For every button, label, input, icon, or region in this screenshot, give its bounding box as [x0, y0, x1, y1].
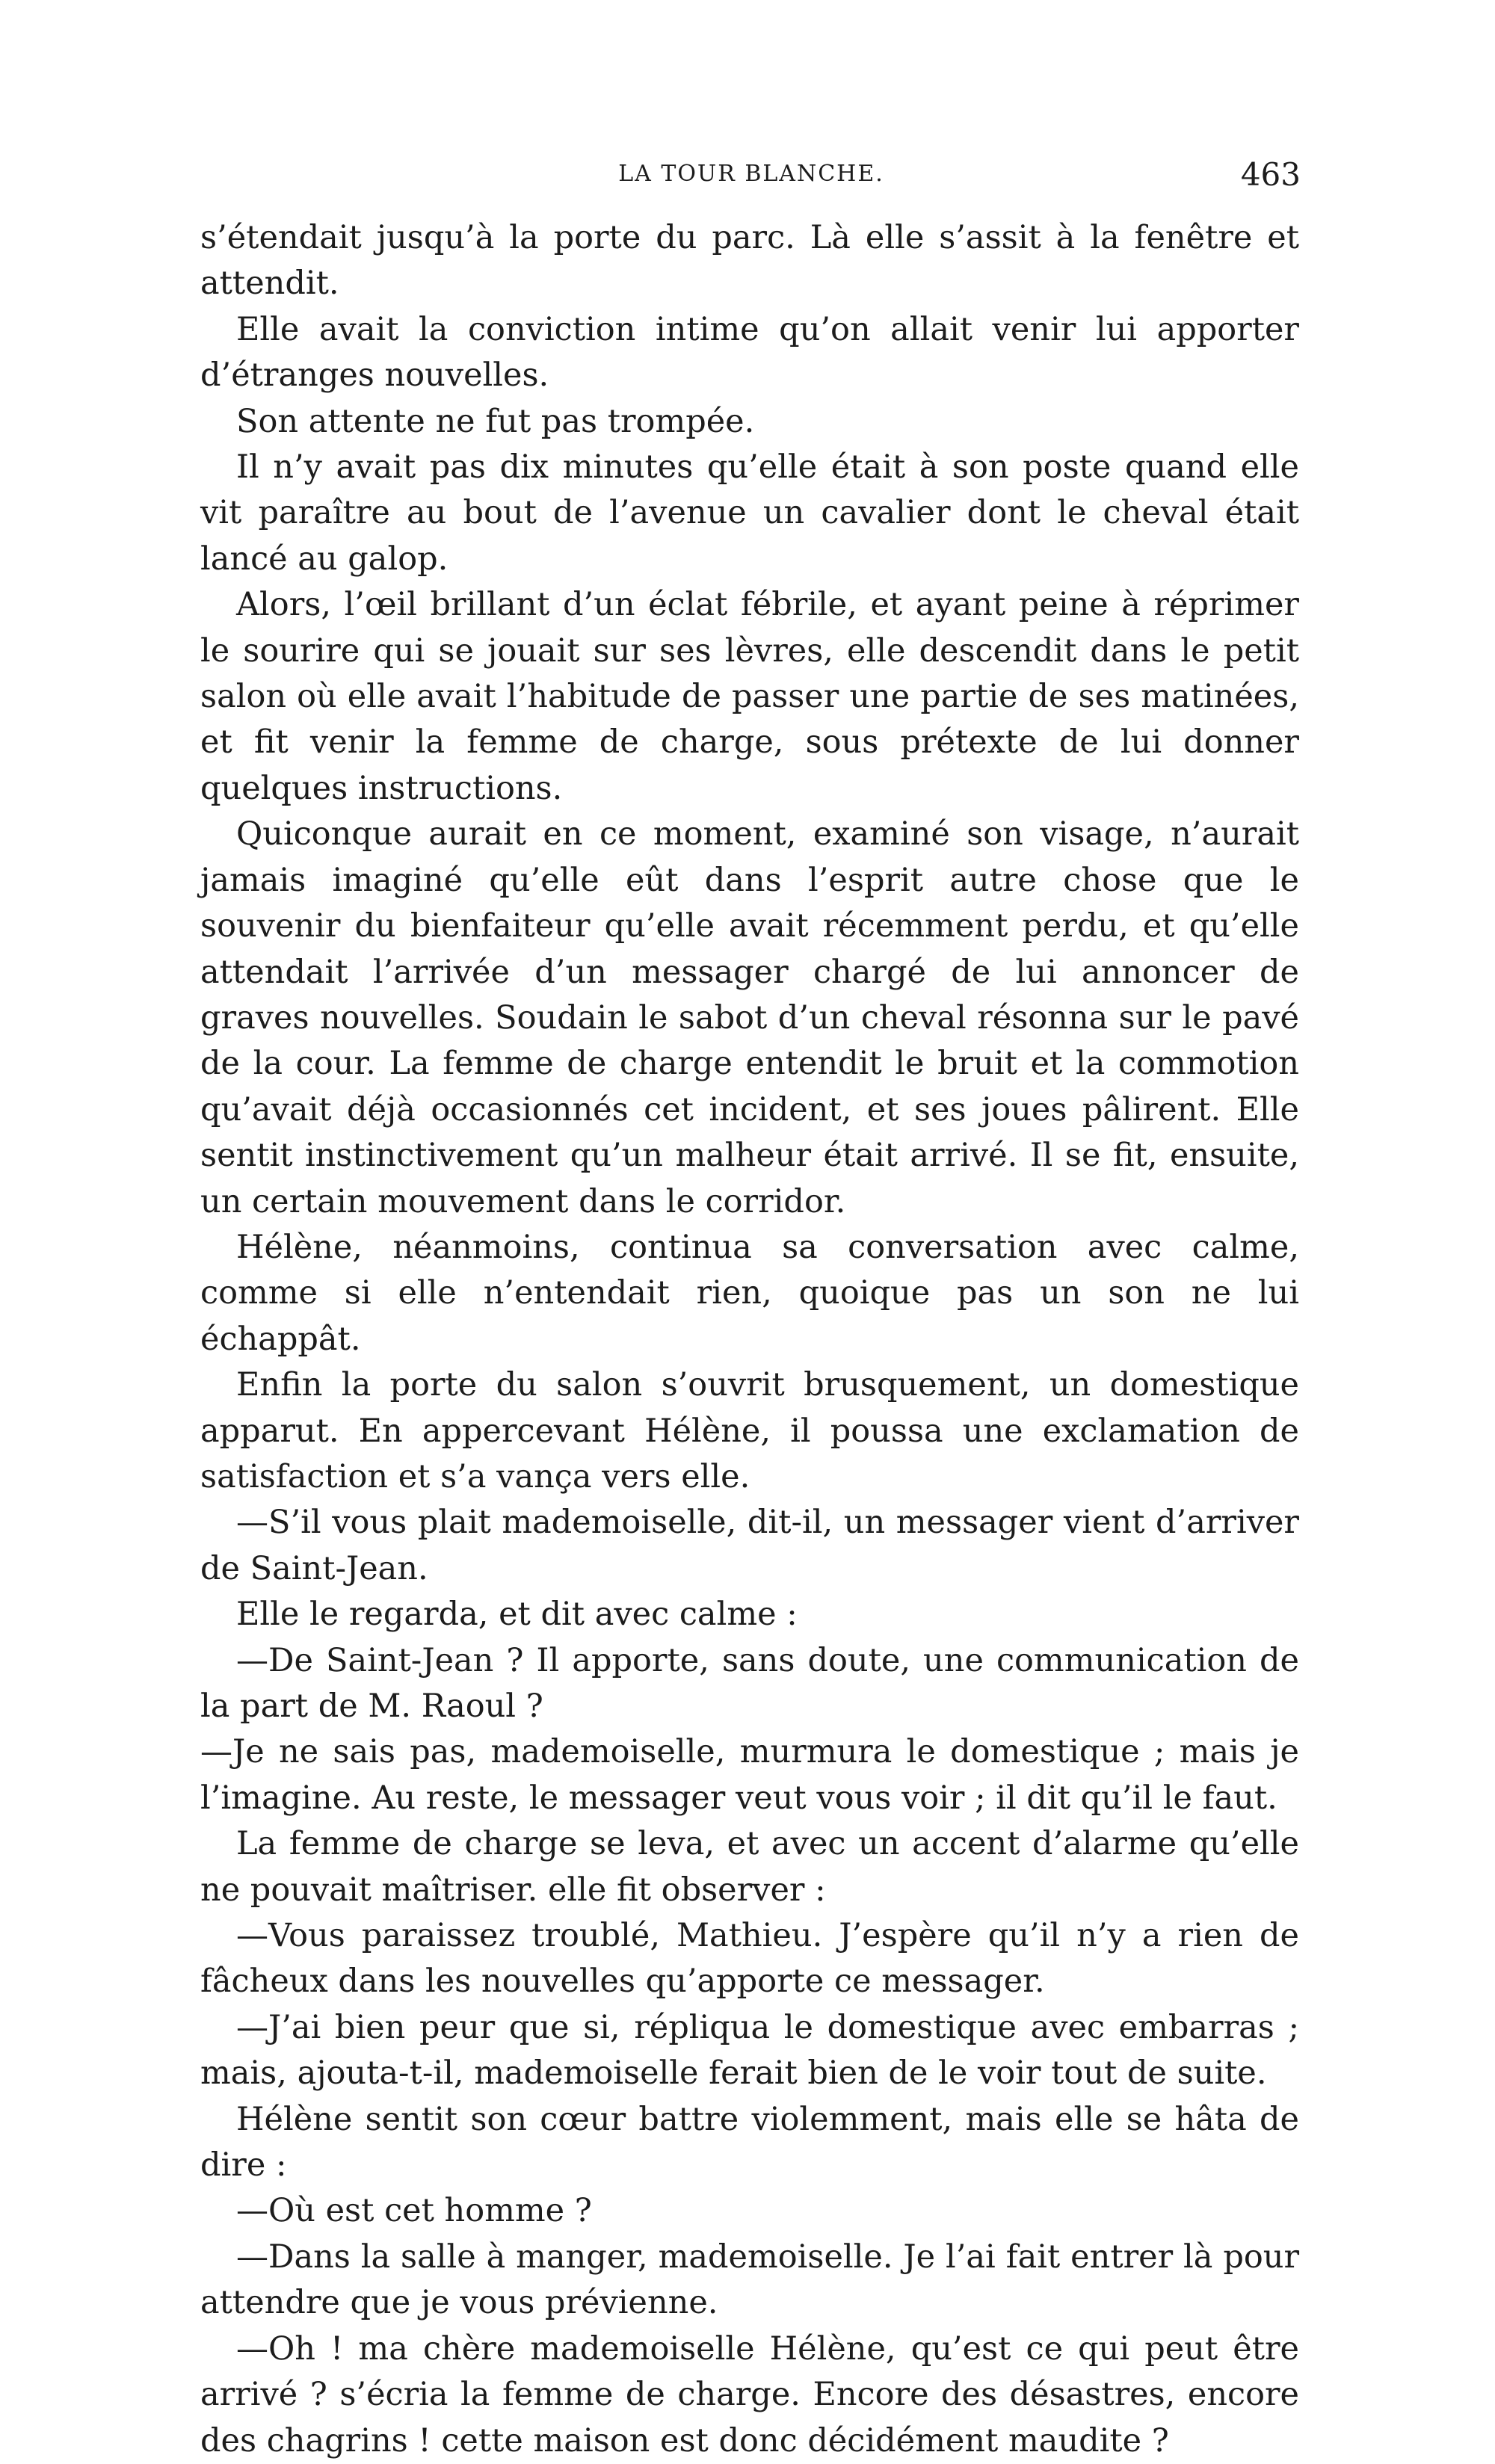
- paragraph: La femme de charge se leva, et avec un accent d’alarme qu’elle ne pouvait maîtriser. elle fit observer :: [200, 1825, 1299, 1909]
- paragraph: Alors, l’œil brillant d’un éclat fébrile, et ayant peine à réprimer le sourire qui se jouait sur ses lèvres, elle descendit dans le petit salon où elle avait l’habitude de passer une partie de ses matinées, et fit venir la femme de charge, sous prétexte de lui donner quelques instructions.: [200, 586, 1299, 807]
- paragraph: Hélène, néanmoins, continua sa conversation avec calme, comme si elle n’entendait rien, quoique pas un son ne lui échappât.: [200, 1228, 1299, 1358]
- dialogue-paragraph: —Je ne sais pas, mademoiselle, murmura le domestique ; mais je l’imagine. Au reste, le messager veut vous voir ; il dit qu’il le faut.: [200, 1733, 1299, 1817]
- paragraph: Hélène sentit son cœur battre violemment, mais elle se hâta de dire :: [200, 2100, 1299, 2184]
- dialogue-paragraph: —S’il vous plait mademoiselle, dit-il, un messager vient d’arriver de Saint-Jean.: [200, 1504, 1299, 1587]
- paragraph: Elle avait la conviction intime qu’on allait venir lui apporter d’étranges nouvelles.: [200, 310, 1299, 395]
- dialogue-paragraph: —Dans la salle à manger, mademoiselle. Je l’ai fait entrer là pour attendre que je vous prévienne.: [200, 2238, 1299, 2322]
- running-title: LA TOUR BLANCHE.: [618, 161, 884, 187]
- dialogue-paragraph: —Oh ! ma chère mademoiselle Hélène, qu’est ce qui peut être arrivé ? s’écria la femme de charge. Encore des désastres, encore des chagrins ! cette maison est donc décidément maudite ?: [200, 2329, 1299, 2460]
- paragraph: Quiconque aurait en ce moment, examiné son visage, n’aurait jamais imaginé qu’elle eût dans l’esprit autre chose que le souvenir du bienfaiteur qu’elle avait récemment perdu, et qu’elle attendait l’arrivée d’un messager chargé de lui annoncer de graves nouvelles. Soudain le sabot d’un cheval résonna sur le pavé de la cour. La femme de charge entendit le bruit et la commotion qu’avait déjà occasionnés cet incident, et ses joues pâlirent. Elle sentit instinctivement qu’un malheur était arrivé. Il se fit, ensuite, un certain mouvement dans le corridor.: [200, 815, 1299, 1220]
- paragraph: Elle le regarda, et dit avec calme :: [236, 1596, 798, 1634]
- dialogue-paragraph: —Où est cet homme ?: [236, 2192, 592, 2230]
- body-text: [200, 215, 1299, 2464]
- paragraph: Son attente ne fut pas trompée.: [236, 402, 755, 440]
- dialogue-paragraph: —J’ai bien peur que si, répliqua le domestique avec embarras ; mais, ajouta-t-il, mademoiselle ferait bien de le voir tout de suite.: [200, 2008, 1299, 2093]
- dialogue-paragraph: —Vous paraissez troublé, Mathieu. J’espère qu’il n’y a rien de fâcheux dans les nouvelles qu’apporte ce messager.: [200, 1917, 1299, 2001]
- dialogue-paragraph: —De Saint-Jean ? Il apporte, sans doute, une communication de la part de M. Raoul ?: [200, 1641, 1299, 1725]
- paragraph: s’étendait jusqu’à la porte du parc. Là elle s’assit à la fenêtre et attendit.: [200, 219, 1299, 303]
- paragraph: Enfin la porte du salon s’ouvrit brusquement, un domestique apparut. En appercevant Hélène, il poussa une exclamation de satisfaction et s’a vança vers elle.: [200, 1366, 1299, 1495]
- page-number: 463: [1240, 156, 1301, 193]
- paragraph: Il n’y avait pas dix minutes qu’elle était à son poste quand elle vit paraître au bout de l’avenue un cavalier dont le cheval était lancé au galop.: [200, 448, 1299, 578]
- page-header: [202, 156, 1301, 206]
